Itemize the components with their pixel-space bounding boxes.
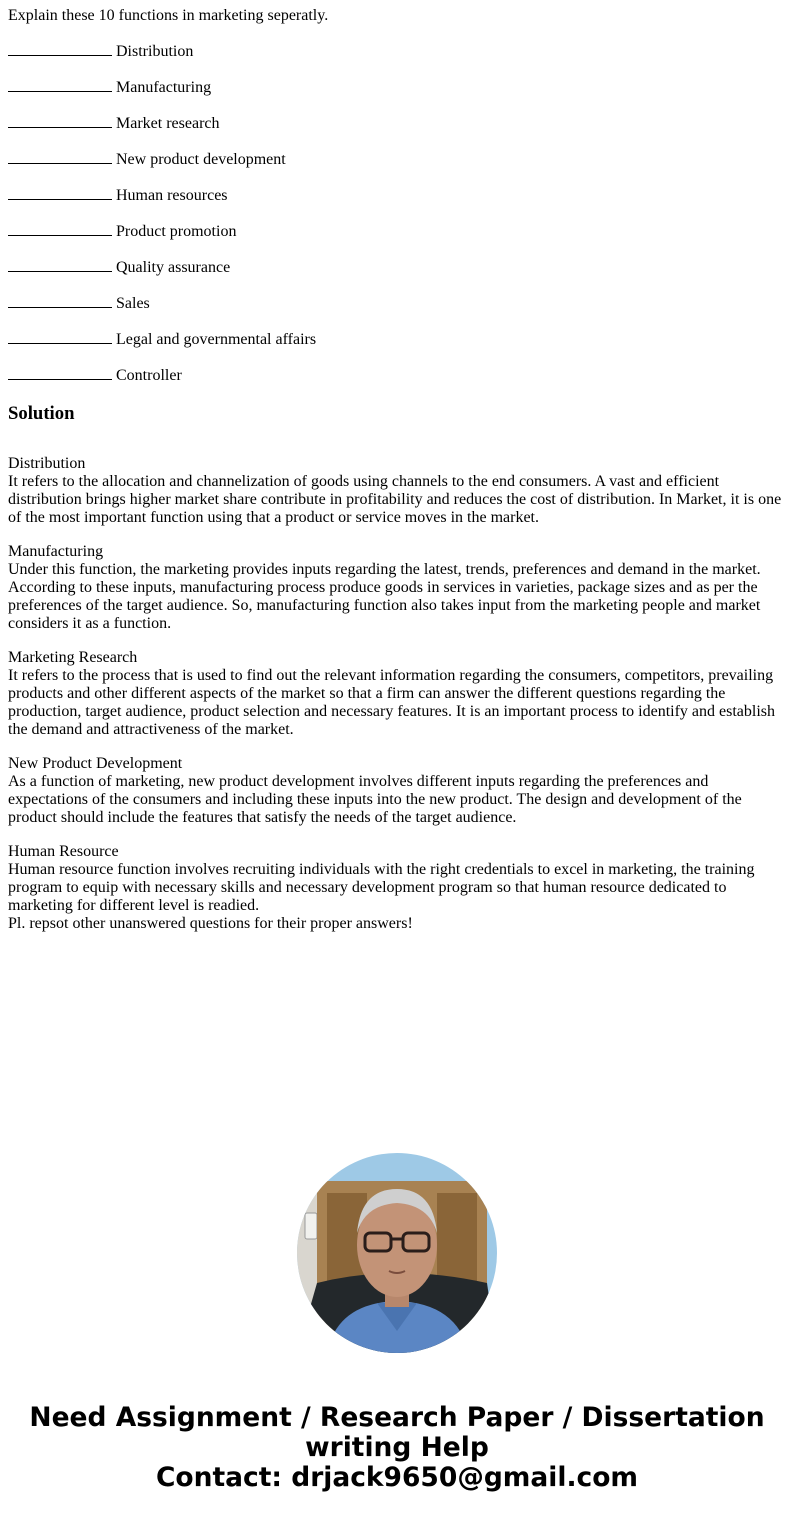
function-label: Product promotion (116, 223, 237, 240)
function-item (8, 41, 786, 61)
photo-switch (305, 1213, 317, 1239)
answer-title: Manufacturing (8, 543, 104, 560)
function-item (8, 113, 786, 133)
answer-blank (8, 41, 112, 56)
function-label: Legal and governmental affairs (116, 331, 317, 348)
function-list (8, 41, 786, 385)
answer-title: New Product Development (8, 755, 183, 772)
answer-blank (8, 77, 112, 92)
function-label: Sales (116, 295, 150, 312)
answer-block (8, 649, 786, 739)
answer-block (8, 455, 786, 527)
answer-blank (8, 257, 112, 272)
answer-body: It refers to the process that is used to find out the relevant information regarding the consumers, competitors, prevailing products and other different aspects of the market so that a firm can answer the different questions regarding the production, target audience, product selection and necessary features. It is an important process to identify and establish the demand and attractiveness of the market. (8, 667, 776, 738)
promo-headline: Need Assignment / Research Paper / Dissertation writing Help (29, 1402, 765, 1463)
answer-title: Marketing Research (8, 649, 138, 666)
function-label: Distribution (116, 43, 194, 60)
answer-block (8, 843, 786, 915)
promo-banner (0, 1403, 794, 1493)
function-label: Human resources (116, 187, 228, 204)
answer-blank (8, 365, 112, 380)
function-label: Market research (116, 115, 220, 132)
answer-body: It refers to the allocation and channelization of goods using channels to the end consumers. A vast and efficient distribution brings higher market share contribute in profitability and reduces the cost of distribution. In Market, it is one of the most important function using that a product or service moves in the market. (8, 473, 782, 526)
function-item (8, 293, 786, 313)
answer-blank (8, 221, 112, 236)
function-item (8, 185, 786, 205)
answer-body: As a function of marketing, new product development involves different inputs regarding the preferences and expectations of the consumers and including these inputs into the new product. The design and development of the product should include the features that satisfy the needs of the target audience. (8, 773, 742, 826)
function-item (8, 257, 786, 277)
answer-body: Under this function, the marketing provides inputs regarding the latest, trends, preferences and demand in the market. According to these inputs, manufacturing process produce goods in services in varieties, package sizes and as per the preferences of the target audience. So, manufacturing function also takes input from the marketing people and market considers it as a function. (8, 561, 761, 632)
question-title: Explain these 10 functions in marketing seperatly. (8, 7, 329, 24)
answer-blank (8, 113, 112, 128)
answer-blank (8, 185, 112, 200)
function-label: New product development (116, 151, 286, 168)
closing-note: Pl. repsot other unanswered questions for their proper answers! (8, 915, 413, 932)
function-item (8, 149, 786, 169)
function-item (8, 329, 786, 349)
answer-title: Human Resource (8, 843, 119, 860)
function-label: Controller (116, 367, 182, 384)
answer-title: Distribution (8, 455, 86, 472)
answer-block (8, 543, 786, 633)
function-item (8, 77, 786, 97)
function-item (8, 365, 786, 385)
answer-body: Human resource function involves recruiting individuals with the right credentials to excel in marketing, the training program to equip with necessary skills and necessary development program so that human resource dedicated to marketing for different level is readied. (8, 861, 755, 914)
solution-answers (8, 455, 786, 933)
answer-block (8, 755, 786, 827)
author-photo (297, 1153, 497, 1353)
author-photo-icon (297, 1153, 497, 1353)
answer-blank (8, 329, 112, 344)
promo-contact: Contact: drjack9650@gmail.com (155, 1462, 639, 1493)
answer-blank (8, 149, 112, 164)
function-label: Manufacturing (116, 79, 212, 96)
solution-heading: Solution (8, 403, 75, 424)
function-label: Quality assurance (116, 259, 231, 276)
function-item (8, 221, 786, 241)
answer-blank (8, 293, 112, 308)
